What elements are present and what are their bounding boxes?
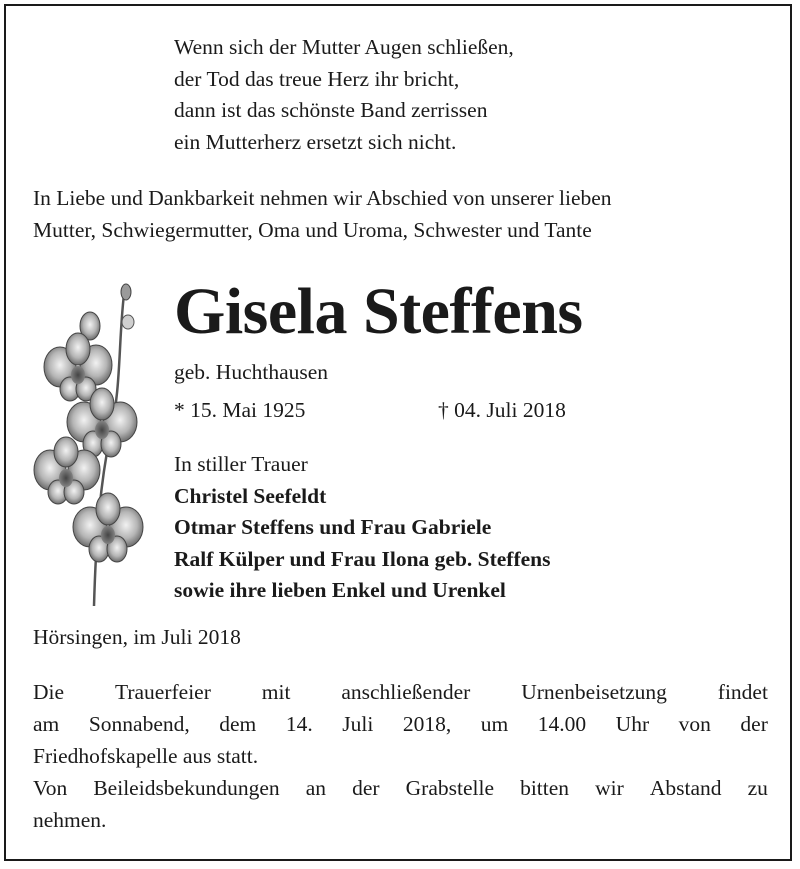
- mourner-name: sowie ihre lieben Enkel und Urenkel: [174, 578, 506, 602]
- notice-word: der: [352, 776, 380, 800]
- notice-word: von: [678, 712, 711, 736]
- poem: [174, 32, 514, 158]
- notice-line-5: nehmen.: [33, 808, 107, 832]
- poem-line: dann ist das schönste Band zerrissen: [174, 98, 488, 122]
- mourners: [174, 449, 551, 607]
- orchid-branch-icon: [30, 276, 145, 611]
- death-date: † 04. Juli 2018: [438, 398, 566, 422]
- notice-word: Juli: [342, 712, 374, 736]
- intro-line-1: In Liebe und Dankbarkeit nehmen wir Abschied von unserer lieben: [33, 186, 612, 210]
- notice-word: 14.: [285, 712, 313, 736]
- born-name: geb. Huchthausen: [174, 360, 329, 384]
- poem-line: ein Mutterherz ersetzt sich nicht.: [174, 129, 457, 154]
- poem-line: der Tod das treue Herz ihr bricht,: [174, 66, 460, 91]
- notice-word: anschließender: [341, 680, 471, 704]
- mourner-name: Christel Seefeldt: [174, 483, 327, 508]
- notice-word: Trauerfeier: [114, 680, 211, 704]
- notice-word: findet: [717, 680, 768, 704]
- notice-word: zu: [747, 776, 768, 800]
- intro-line-2: Mutter, Schwiegermutter, Oma und Uroma, Schwester und Tante: [33, 218, 592, 242]
- deceased-name: Gisela Steffens: [174, 275, 583, 348]
- notice-word: 2018,: [402, 712, 452, 736]
- mourners-heading: In stiller Trauer: [174, 452, 308, 476]
- intro-text: [33, 182, 612, 246]
- notice-line-4: [33, 772, 768, 804]
- notice-word: Uhr: [615, 712, 650, 736]
- notice-word: Urnenbeisetzung: [521, 680, 667, 704]
- notice-word: Von: [33, 776, 68, 800]
- notice-word: wir: [595, 776, 624, 800]
- notice-word: an: [305, 776, 327, 800]
- notice-word: 14.00: [537, 712, 587, 736]
- notice-word: Grabstelle: [405, 776, 494, 800]
- place-date: Hörsingen, im Juli 2018: [33, 625, 241, 649]
- funeral-notice: [33, 676, 768, 836]
- notice-word: mit: [261, 680, 291, 704]
- notice-word: um: [480, 712, 509, 736]
- notice-line-3: Friedhofskapelle aus statt.: [33, 744, 259, 768]
- notice-word: Die: [33, 680, 65, 704]
- notice-word: Sonnabend,: [88, 712, 190, 736]
- notice-word: bitten: [520, 776, 570, 800]
- notice-line-2: [33, 708, 768, 740]
- birth-date: * 15. Mai 1925: [174, 398, 306, 422]
- mourner-name: Otmar Steffens und Frau Gabriele: [174, 515, 492, 539]
- notice-word: Beileidsbekundungen: [93, 776, 280, 800]
- mourner-name: Ralf Külper und Frau Ilona geb. Steffens: [174, 546, 551, 571]
- notice-word: der: [740, 712, 768, 736]
- notice-line-1: [33, 676, 768, 708]
- notice-word: Abstand: [649, 776, 722, 800]
- poem-line: Wenn sich der Mutter Augen schließen,: [174, 35, 514, 59]
- notice-word: dem: [219, 712, 257, 736]
- notice-word: am: [33, 712, 60, 736]
